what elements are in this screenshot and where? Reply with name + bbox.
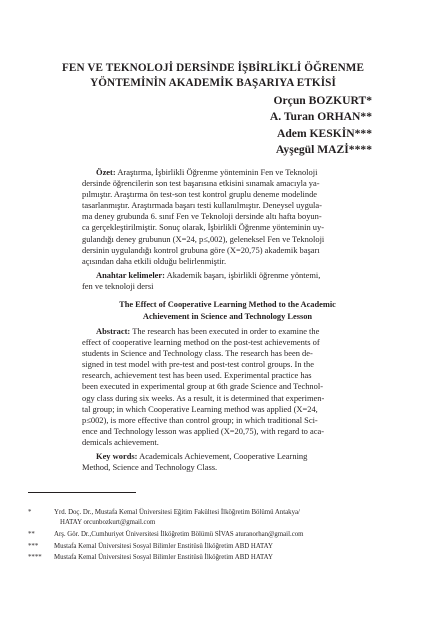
abstract-tr-line: dersinin uygulandığı kontrol grubuna göre (X=20,75) akademik başarı (82, 244, 320, 255)
footnote-text: Mustafa Kemal Üniversitesi Sosyal Bilimler Enstitüsü İlköğretim ABD HATAY (54, 543, 273, 550)
author-2: A. Turan ORHAN** (269, 110, 372, 124)
abstract-tr-line: dersinde öğrencilerin son test başarısına etkisini sınamak amacıyla ya- (82, 178, 320, 189)
keywords-tr-label: Anahtar kelimeler: (96, 270, 165, 280)
author-list (172, 93, 372, 159)
abstract-en-label: Abstract: (96, 326, 131, 336)
footnote-text: Mustafa Kemal Üniversitesi Sosyal Bilimler Enstitüsü İlköğretim ABD HATAY (54, 554, 273, 561)
abstract-tr-line: ma deney grubunda 6. sınıf Fen ve Teknoloji dersinde altı hafta boyun- (82, 211, 322, 222)
abstract-en-line: signed in test model with pre-test and post-test control groups. In the (82, 359, 314, 370)
footnote-mark: * (28, 509, 32, 516)
abstract-tr-line: Araştırma, İşbirlikli Öğrenme yönteminin Fen ve Teknoloji (117, 167, 318, 177)
english-title-line-2: Achievement in Science and Technology Lesson (142, 311, 313, 321)
abstract-en-line: ence and Technology lesson was applied (X=20,75), with regard to aca- (82, 425, 325, 436)
author-4: Ayşegül MAZİ**** (275, 143, 372, 157)
footnote-continuation: HATAY orcunbozkurt@gmail.com (60, 519, 156, 526)
title-line-1: FEN VE TEKNOLOJİ DERSİNDE İŞBİRLİKLİ ÖĞRENME (61, 62, 365, 74)
footnote-2 (28, 530, 400, 540)
footnote-3 (28, 542, 400, 552)
keywords-english (82, 451, 373, 473)
keywords-tr-line: Akademik başarı, işbirlikli öğrenme yöntemi, (166, 270, 321, 280)
abstract-en-line: p≤002), is more effective than control group; in which traditional Sci- (82, 414, 318, 425)
abstract-en-line: effect of cooperative learning method on the post-test achievements of (82, 337, 320, 348)
abstract-turkish (82, 167, 373, 267)
abstract-tr-line: açısından daha etkili olduğu belirlenmiştir. (82, 255, 227, 266)
abstract-english (82, 326, 373, 448)
keywords-tr-line: fen ve teknoloji dersi (82, 281, 154, 292)
abstract-en-line: demicals achievement. (82, 436, 159, 447)
abstract-tr-line: pılmıştır. Araştırma ön test-son test kontrol gruplu deneme modelinde (82, 189, 318, 200)
abstract-en-line: The research has been executed in order to examine the (132, 326, 320, 336)
abstract-en-line: tal group; in which Cooperative Learning method was applied (X=24, (82, 403, 318, 414)
footnote-1 (28, 508, 400, 528)
english-title (82, 299, 373, 322)
footnote-divider (28, 492, 136, 493)
abstract-en-line: research, achievement test has been used. Experimental practice has (82, 370, 312, 381)
author-3: Adem KESKİN*** (276, 126, 372, 140)
abstract-en-line: been executed in experimental group at 6th grade Science and Technol- (82, 381, 324, 392)
keywords-en-line: Academicals Achievement, Cooperative Learning (139, 451, 308, 461)
article-title (30, 61, 396, 91)
footnote-mark: **** (28, 554, 42, 561)
abstract-en-line: ogy class during six weeks. As a result, it is determined that experimen- (82, 392, 325, 403)
keywords-en-label: Key words: (96, 451, 138, 461)
abstract-tr-line: tasarlanmıştır. Araştırmada başarı testi kullanılmıştır. Deneysel uygula- (82, 200, 322, 211)
footnote-text: Arş. Gör. Dr.,Cumhuriyet Üniversitesi İlköğretim Bölümü SİVAS aturanorhan@gmail.com (54, 531, 304, 538)
abstract-tr-label: Özet: (96, 167, 116, 177)
english-title-line-1: The Effect of Cooperative Learning Method to the Academic (119, 300, 336, 309)
footnote-mark: *** (28, 543, 39, 550)
abstract-tr-line: ca gerçekleştirilmiştir. Sonuç olarak, İşbirlikli Öğrenme yönteminin uy- (82, 222, 325, 233)
footnote-4 (28, 553, 400, 563)
abstract-tr-line: gulandığı deney grubunun (X=24, p≤,002), geleneksel Fen ve Teknoloji (82, 233, 325, 244)
keywords-turkish (82, 270, 373, 292)
abstract-en-line: students in Science and Technology class. The research has been de- (82, 348, 313, 359)
keywords-en-line: Method, Science and Technology Class. (82, 462, 218, 473)
footnote-text: Yrd. Doç. Dr., Mustafa Kemal Üniversitesi Eğitim Fakültesi İlköğretim Bölümü Antakya/ (54, 509, 300, 516)
author-1: Orçun BOZKURT* (273, 94, 372, 107)
footnote-mark: ** (28, 531, 35, 538)
title-line-2: YÖNTEMİNİN AKADEMİK BAŞARIYA ETKİSİ (90, 77, 336, 89)
